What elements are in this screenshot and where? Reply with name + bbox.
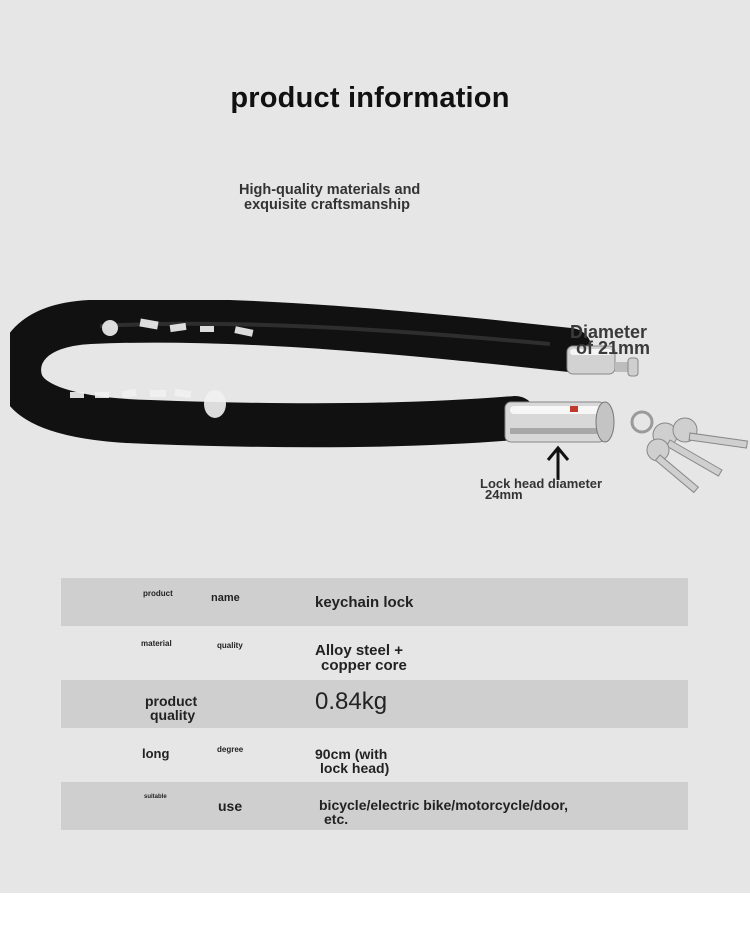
lock-head-diameter-label	[480, 478, 602, 500]
spec-label-a-line-1: product	[145, 693, 198, 709]
subtitle-line-1: High-quality materials and	[239, 182, 421, 198]
spec-value-line-2: lock head)	[320, 760, 390, 776]
pin-diameter-line-2: of 21mm	[576, 338, 651, 358]
spec-value-line-1: 0.84kg	[315, 688, 388, 715]
spec-value-line-1: 90cm (with	[315, 746, 388, 762]
subtitle-line-2: exquisite craftsmanship	[244, 197, 410, 213]
spec-value-line-2: etc.	[324, 811, 349, 827]
spec-value-line-2: copper core	[321, 657, 407, 674]
spec-label-a: suitable	[144, 794, 167, 800]
pin-diameter-label	[570, 324, 650, 356]
spec-value	[315, 643, 407, 673]
spec-label-b: degree	[217, 745, 244, 754]
spec-row-name	[61, 578, 688, 626]
page-title: product information	[230, 82, 510, 114]
keys-icon	[632, 412, 747, 493]
spec-label-a: material	[141, 639, 172, 648]
lock-head-line-1: Lock head diameter	[480, 476, 603, 491]
spec-label-a: product	[143, 589, 173, 598]
lock-head-line-2: 24mm	[485, 487, 523, 502]
spec-label-b: use	[218, 798, 243, 814]
spec-value-line-1: Alloy steel +	[315, 642, 403, 659]
spec-row-material	[61, 629, 688, 677]
chain-sleeve	[19, 321, 570, 426]
spec-value-line-1: keychain lock	[315, 594, 414, 611]
spec-table	[61, 578, 688, 833]
lock-head	[505, 402, 614, 442]
spec-value	[315, 690, 387, 714]
spec-value	[315, 595, 413, 610]
spec-row-length	[61, 731, 688, 779]
spec-label-a-line-2: quality	[150, 707, 196, 723]
spec-label-a: long	[142, 746, 170, 761]
spec-value	[315, 747, 389, 775]
pin-diameter-line-1: Diameter	[570, 322, 648, 342]
page-subtitle	[239, 183, 499, 213]
spec-row-weight	[61, 680, 688, 728]
spec-value	[319, 798, 568, 826]
spec-label-b: name	[211, 592, 240, 604]
spec-label-b: quality	[217, 641, 243, 650]
spec-value-line-1: bicycle/electric bike/motorcycle/door,	[319, 797, 568, 813]
spec-row-use	[61, 782, 688, 830]
